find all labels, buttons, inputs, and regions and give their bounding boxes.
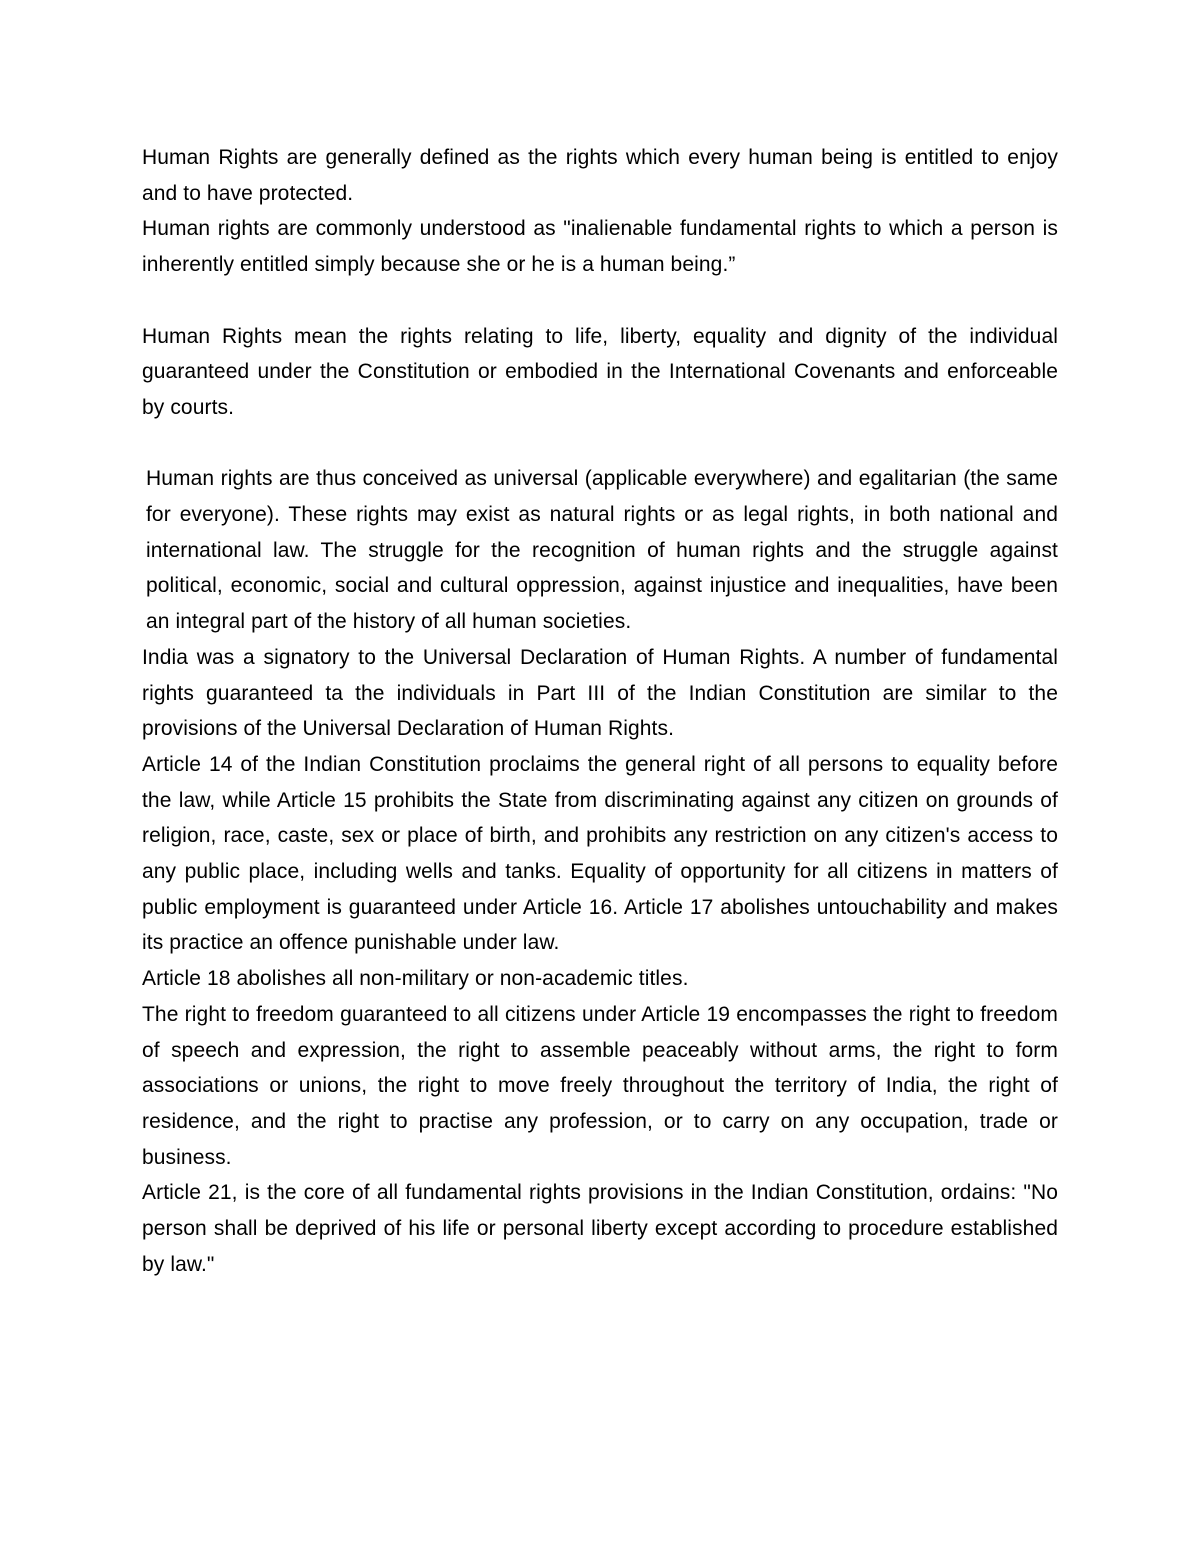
paragraph-human-rights-meaning: Human Rights mean the rights relating to life, liberty, equality and dignity of the individual guaranteed under the Constitution or embodied in the International Covenants and enforceable by courts. [142,324,1058,419]
paragraph-article-21: Article 21, is the core of all fundamental rights provisions in the Indian Constitution, ordains: "No person shall be deprived of his life or personal liberty except according to procedure established by law." [142,1181,1058,1276]
document-page [142,140,1058,1282]
paragraph-universal-egalitarian: Human rights are thus conceived as universal (applicable everywhere) and egalitarian (the same for everyone). These rights may exist as natural rights or as legal rights, in both national and international law. The struggle for the recognition of human rights and the struggle against political, economic, social and cultural oppression, against injustice and inequalities, have been an integral part of the history of all human societies. [146,467,1058,634]
paragraph-articles-14-17: Article 14 of the Indian Constitution proclaims the general right of all persons to equality before the law, while Article 15 prohibits the State from discriminating against any citizen on grounds of religion, race, caste, sex or place of birth, and prohibits any restriction on any citizen's access to any public place, including wells and tanks. Equality of opportunity for all citizens in matters of public employment is guaranteed under Article 16. Article 17 abolishes untouchability and makes its practice an offence punishable under law. [142,752,1058,955]
paragraph-inalienable-rights: Human rights are commonly understood as "inalienable fundamental rights to which a person is inherently entitled simply because she or he is a human being.” [142,217,1058,277]
paragraph-india-signatory: India was a signatory to the Universal Declaration of Human Rights. A number of fundamental rights guaranteed ta the individuals in Part III of the Indian Constitution are similar to the provisions of the Universal Declaration of Human Rights. [142,645,1058,741]
paragraph-human-rights-definition: Human Rights are generally defined as the rights which every human being is entitled to enjoy and to have protected. [142,146,1058,205]
paragraph-article-19: The right to freedom guaranteed to all citizens under Article 19 encompasses the right to freedom of speech and expression, the right to assemble peaceably without arms, the right to form associations or unions, the right to move freely throughout the territory of India, the right of residence, and the right to practise any profession, or to carry on any occupation, trade or business. [142,1002,1058,1169]
paragraph-spacer [142,426,1058,462]
paragraph-article-18: Article 18 abolishes all non-military or non-academic titles. [142,967,689,991]
paragraph-spacer [142,283,1058,319]
